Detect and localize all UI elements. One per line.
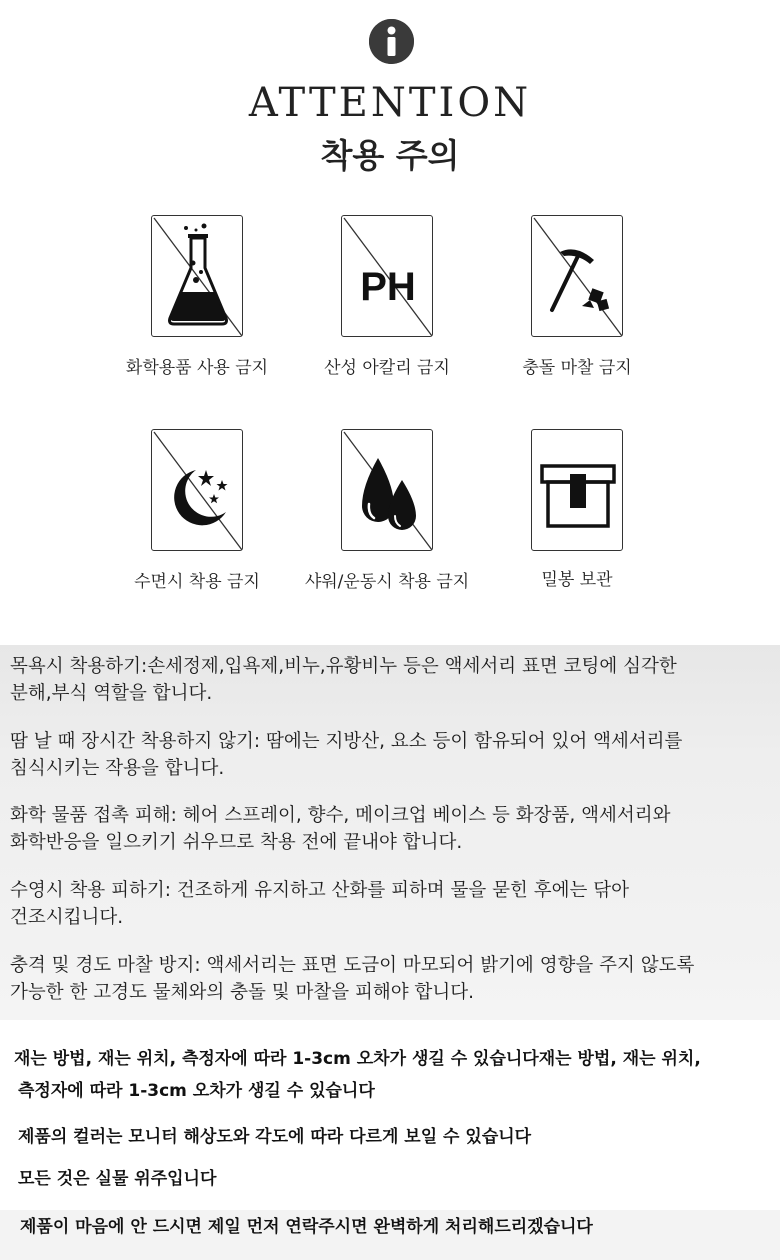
care-line: 목욕시 착용하기:손세정제,입욕제,비누,유황비누 등은 액세서리 표면 코팅에 심각한 (10, 656, 677, 677)
care-paragraph-bath (10, 653, 772, 707)
info-icon (369, 19, 414, 64)
attention-title: ATTENTION (248, 80, 532, 126)
ph-icon-text: PH (360, 265, 416, 309)
care-line: 충격 및 경도 마찰 방지: 액세서리는 표면 도금이 마모되어 밝기에 영향을 주지 않도록 (10, 955, 695, 976)
care-line: 땀 날 때 장시간 착용하지 않기: 땀에는 지방산, 요소 등이 함유되어 있어 액세서리를 (10, 731, 683, 752)
icon-caption-sleep: 수면시 착용 금지 (134, 572, 260, 592)
attention-subtitle: 착용 주의 (320, 136, 460, 175)
care-line: 분해,부식 역할을 합니다. (10, 683, 213, 704)
note-contact: 제품이 마음에 안 드시면 제일 먼저 연락주시면 완벽하게 처리해드리겠습니다 (20, 1217, 593, 1237)
care-paragraph-sweat (10, 728, 772, 782)
ph-icon (341, 215, 433, 337)
care-line: 화학 물품 접촉 피해: 헤어 스프레이, 향수, 메이크업 베이스 등 화장품, 액세서리와 (10, 805, 671, 826)
care-line: 화학반응을 일으키기 쉬우므로 착용 전에 끝내야 합니다. (10, 832, 463, 853)
note-color: 제품의 컬러는 모니터 해상도와 각도에 따라 다르게 보일 수 있습니다 (18, 1127, 532, 1147)
care-paragraph-chemical (10, 802, 772, 856)
note-measurement-cont: 측정자에 따라 1-3cm 오차가 생길 수 있습니다 (18, 1081, 375, 1101)
water-drops-icon (341, 429, 433, 551)
moon-stars-icon (151, 429, 243, 551)
icon-caption-impact: 충돌 마찰 금지 (522, 358, 632, 378)
care-line: 침식시키는 작용을 합니다. (10, 758, 225, 779)
care-line: 가능한 한 고경도 물체와의 충돌 및 마찰을 피해야 합니다. (10, 982, 474, 1003)
icon-caption-sealed: 밀봉 보관 (541, 570, 613, 590)
hammer-impact-icon (531, 215, 623, 337)
chemical-flask-icon (151, 215, 243, 337)
sealed-box-icon (531, 429, 623, 551)
care-instructions (0, 645, 780, 1020)
care-paragraph-impact (10, 952, 772, 1006)
note-measurement: 재는 방법, 재는 위치, 측정자에 따라 1-3cm 오차가 생길 수 있습니다재는 방법, 재는 위치, (14, 1049, 701, 1069)
icon-caption-shower: 샤워/운동시 착용 금지 (304, 572, 470, 592)
care-line: 수영시 착용 피하기: 건조하게 유지하고 산화를 피하며 물을 묻힌 후에는 닦아 (10, 880, 630, 901)
icon-caption-chemical: 화학용품 사용 금지 (125, 358, 269, 378)
icon-caption-ph: 산성 아칼리 금지 (324, 358, 450, 378)
care-paragraph-swim (10, 877, 772, 931)
care-line: 건조시킵니다. (10, 907, 124, 928)
note-actual: 모든 것은 실물 위주입니다 (18, 1169, 217, 1189)
